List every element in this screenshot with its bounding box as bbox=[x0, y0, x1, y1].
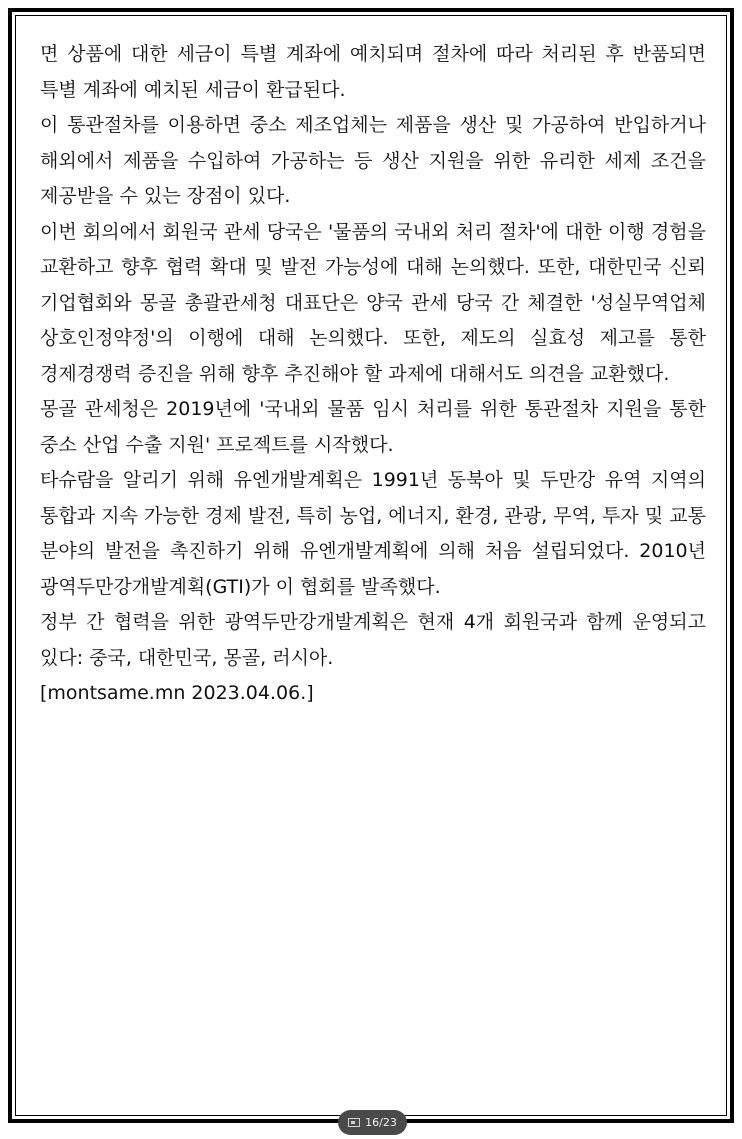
paragraph-member-states: 정부 간 협력을 위한 광역두만강개발계획은 현재 4개 회원국과 함께 운영되고 있다: 중국, 대한민국, 몽골, 러시아. bbox=[40, 611, 706, 669]
page-indicator[interactable] bbox=[338, 1110, 407, 1135]
page-icon bbox=[348, 1118, 360, 1127]
page-number-label: 16/23 bbox=[365, 1116, 397, 1129]
source-citation: [montsame.mn 2023.04.06.] bbox=[40, 682, 314, 704]
paragraph-advantages: 이 통관절차를 이용하면 중소 제조업체는 제품을 생산 및 가공하여 반입하거나 해외에서 제품을 수입하여 가공하는 등 생산 지원을 위한 유리한 세제 조건을 제공받을 수 있는 장점이 있다. bbox=[40, 114, 706, 207]
paragraph-tax-refund: 면 상품에 대한 세금이 특별 계좌에 예치되며 절차에 따라 처리된 후 반품되면 특별 계좌에 예치된 세금이 환급된다. bbox=[40, 43, 706, 101]
paragraph-meeting: 이번 회의에서 회원국 관세 당국은 '물품의 국내외 처리 절차'에 대한 이행 경험을 교환하고 향후 협력 확대 및 발전 가능성에 대해 논의했다. 또한, 대한민국 신뢰 기업협회와 몽골 총괄관세청 대표단은 양국 관세 당국 간 체결한 '성실무역업체 상호인정약정'의 이행에 대해 논의했다. 또한, 제도의 실효성 제고를 통한 경제경쟁력 증진을 위해 향후 추진해야 할 과제에 대해서도 의견을 교환했다. bbox=[40, 220, 706, 385]
paragraph-undp-gti: 타슈람을 알리기 위해 유엔개발계획은 1991년 동북아 및 두만강 유역 지역의 통합과 지속 가능한 경제 발전, 특히 농업, 에너지, 환경, 관광, 무역, 투자 및 교통 분야의 발전을 촉진하기 위해 유엔개발계획에 의해 처음 설립되었다. 2010년 광역두만강개발계획(GTI)가 이 협회를 발족했다. bbox=[40, 469, 706, 598]
paragraph-project-2019: 몽골 관세청은 2019년에 '국내외 물품 임시 처리를 위한 통관절차 지원을 통한 중소 산업 수출 지원' 프로젝트를 시작했다. bbox=[40, 398, 706, 456]
document-body bbox=[40, 37, 706, 712]
